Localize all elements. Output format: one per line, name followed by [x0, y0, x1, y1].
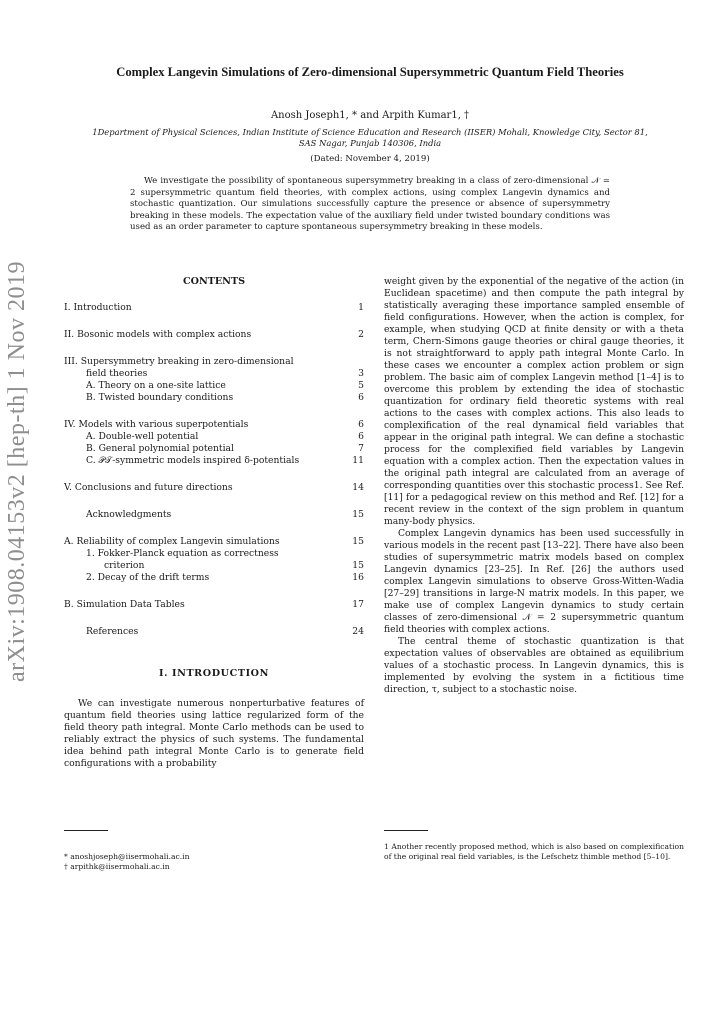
body-paragraph: Complex Langevin dynamics has been used successfully in various models in the recent past [13–22]. There have also been studies of supersymmetric matrix models based on complex Langevin dynamics [23–25]. In Ref. [26] the authors used complex Langevin simulations to observe Gross-Witten-Wadia [27–29] transitions in large-N matrix models. In this paper, we make use of complex Langevin dynamics to study certain classes of zero-dimensional 𝒩 = 2 supersymmetric quantum field theories with complex actions.	[384, 528, 684, 635]
toc-entry[interactable]: field theories 3	[86, 368, 364, 379]
toc-entry[interactable]: A. Reliability of complex Langevin simulations 15	[64, 536, 364, 547]
toc-entry[interactable]: V. Conclusions and future directions 14	[64, 482, 364, 493]
paper-title: Complex Langevin Simulations of Zero-dimensional Supersymmetric Quantum Field Theories	[116, 65, 624, 79]
arxiv-identifier: arXiv:1908.04153v2 [hep-th] 1 Nov 2019	[4, 261, 30, 682]
contents-heading: CONTENTS	[182, 276, 246, 287]
toc-entry[interactable]: B. Twisted boundary conditions 6	[86, 392, 364, 403]
authors: Anosh Joseph1, * and Arpith Kumar1, †	[270, 110, 470, 121]
left-column	[64, 276, 364, 770]
intro-paragraph: We can investigate numerous nonperturbative features of quantum field theories using lattice regularized form of the field theory path integral. Monte Carlo methods can be used to reliably extract the physics of such systems. The fundamental idea behind path integral Monte Carlo is to generate field configurations with a probability	[64, 698, 364, 769]
footnote-right: 1 Another recently proposed method, which is also based on complexification of the original real field variables, is the Lefschetz thimble method [5–10].	[384, 842, 684, 861]
footnote-email: * anoshjoseph@iisermohali.ac.in	[64, 852, 190, 861]
body-paragraph: The central theme of stochastic quantization is that expectation values of observables are obtained as equilibrium values of a stochastic process. In Langevin dynamics, this is implemented by evolving the system in a fictitious time direction, τ, subject to a stochastic noise.	[384, 636, 684, 695]
abstract: We investigate the possibility of spontaneous supersymmetry breaking in a class of zero-dimensional 𝒩 = 2 supersymmetric quantum field theories, with complex actions, using complex Langevin dynamics and stochastic quantization. Our simulations successfully capture the presence or absence of supersymmetry breaking in these models. The expectation value of the auxiliary field under twisted boundary conditions was used as an order parameter to capture spontaneous supersymmetry breaking in these models.	[130, 176, 610, 232]
toc-entry[interactable]: C. 𝒫𝒯-symmetric models inspired δ-potentials 11	[86, 455, 364, 466]
toc-entry[interactable]: III. Supersymmetry breaking in zero-dimensional	[64, 356, 294, 367]
toc-entry[interactable]: A. Double-well potential 6	[86, 431, 364, 442]
toc-entry[interactable]: Acknowledgments 15	[86, 509, 364, 520]
toc-entry[interactable]: References 24	[86, 626, 364, 637]
body-paragraph: weight given by the exponential of the negative of the action (in Euclidean spacetime) and then compute the path integral by statistically averaging these importance sampled ensemble of field configurations. However, when the action is complex, for example, when studying QCD at finite density or with a theta term, Chern-Simons gauge theories or chiral gauge theories, it is not straightforward to apply path integral Monte Carlo. In these cases we encounter a complex action problem or sign problem. The basic aim of complex Langevin method [1–4] is to overcome this problem by extending the idea of stochastic quantization for ordinary field theoretic systems with real actions to the cases with complex actions. This also leads to complexification of the real dynamical field variables that appear in the original path integral. We can define a stochastic process for the complexified field variables by Langevin equation with a complex action. Then the expectation values in the original path integral are calculated from an average of corresponding quantities over this stochastic process1. See Ref. [11] for a pedagogical review on this method and Ref. [12] for a recent review in the context of the sign problem in quantum many-body physics.	[384, 276, 684, 527]
toc-entry[interactable]: B. General polynomial potential 7	[86, 443, 364, 454]
footnote-rule	[64, 830, 108, 831]
affiliation: 1Department of Physical Sciences, Indian Institute of Science Education and Research (IISER) Mohali, Knowledge City, Sector 81, SAS Nagar, Punjab 140306, India	[92, 127, 648, 148]
toc-entry[interactable]: II. Bosonic models with complex actions 2	[64, 329, 364, 340]
toc-entry[interactable]: B. Simulation Data Tables 17	[64, 599, 364, 610]
toc-entry[interactable]: I. Introduction 1	[64, 302, 364, 313]
footnote-rule	[384, 830, 428, 831]
toc-entry[interactable]: A. Theory on a one-site lattice 5	[86, 380, 364, 391]
toc-entry[interactable]: 2. Decay of the drift terms 16	[86, 572, 364, 583]
section-heading: I. INTRODUCTION	[159, 668, 269, 679]
date: (Dated: November 4, 2019)	[310, 154, 430, 164]
right-column	[384, 276, 684, 696]
toc-entry[interactable]: IV. Models with various superpotentials 6	[64, 419, 364, 430]
toc-entry[interactable]: 1. Fokker-Planck equation as correctness	[86, 548, 279, 559]
toc-entry[interactable]: criterion 15	[104, 560, 364, 571]
footnote-email: † arpithk@iisermohali.ac.in	[64, 862, 170, 871]
footnote-left	[64, 852, 364, 872]
